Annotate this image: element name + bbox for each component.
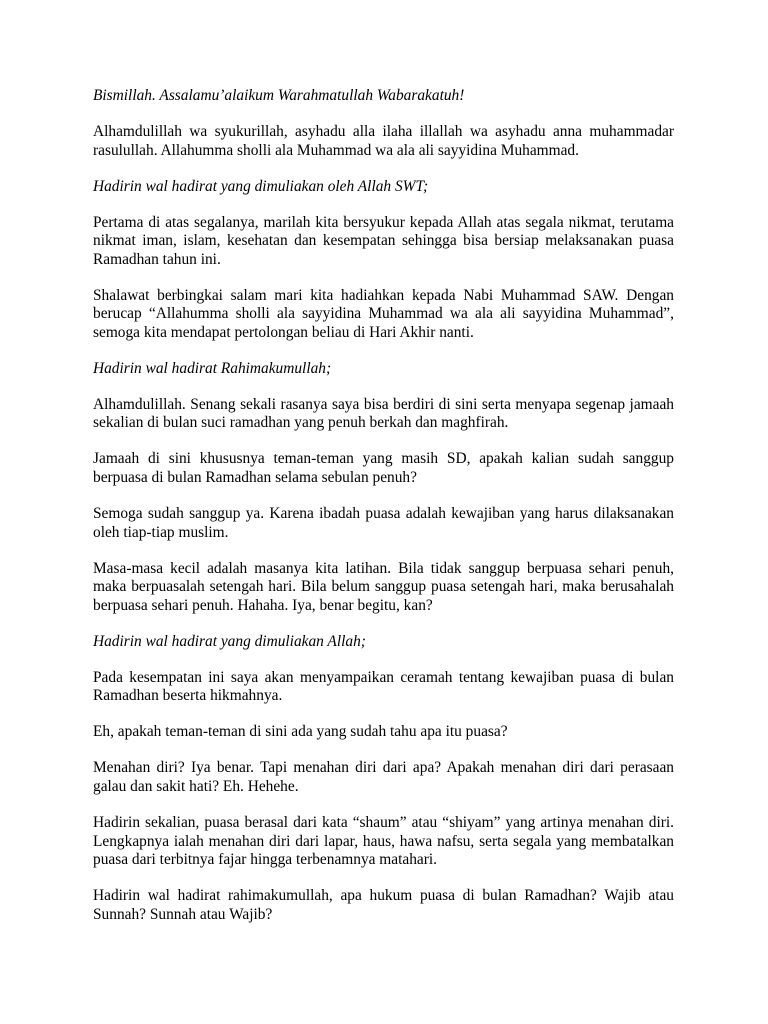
paragraph-restraint: Menahan diri? Iya benar. Tapi menahan diri dari apa? Apakah menahan diri dari perasaan galau dan sakit hati? Eh. Hehehe. — [93, 759, 674, 795]
paragraph-opening-greeting: Bismillah. Assalamu’alaikum Warahmatullah Wabarakatuh! — [93, 87, 465, 104]
paragraph-topic: Pada kesempatan ini saya akan menyampaikan ceramah tentang kewajiban puasa di bulan Ramadhan beserta hikmahnya. — [93, 668, 674, 705]
document-page — [93, 87, 674, 942]
paragraph-address-3: Hadirin wal hadirat yang dimuliakan Allah; — [93, 632, 366, 650]
paragraph-definition: Hadirin sekalian, puasa berasal dari kata “shaum” atau “shiyam” yang artinya menahan diri. Lengkapnya ialah menahan diri dari lapar, haus, hawa nafsu, serta segala yang membatalkan puasa dari terbitnya fajar hingga terbenamnya matahari. — [93, 813, 674, 869]
paragraph-welcome: Alhamdulillah. Senang sekali rasanya saya bisa berdiri di sini serta menyapa segenap jamaah sekalian di bulan suci ramadhan yang penuh berkah dan maghfirah. — [93, 395, 674, 432]
paragraph-ruling-question: Hadirin wal hadirat rahimakumullah, apa hukum puasa di bulan Ramadhan? Wajib atau Sunnah? Sunnah atau Wajib? — [93, 887, 674, 923]
paragraph-practice: Masa-masa kecil adalah masanya kita latihan. Bila tidak sanggup berpuasa sehari penuh, maka berpuasalah setengah hari. Bila belum sanggup puasa setengah hari, maka berusahalah berpuasa sehari penuh. Hahaha. Iya, benar begitu, kan? — [93, 559, 674, 614]
paragraph-hamdalah: Alhamdulillah wa syukurillah, asyhadu alla ilaha illallah wa asyhadu anna muhammadar rasulullah. Allahumma sholli ala Muhammad wa ala ali sayyidina Muhammad. — [93, 122, 674, 159]
paragraph-address-1: Hadirin wal hadirat yang dimuliakan oleh Allah SWT; — [93, 177, 429, 195]
paragraph-address-2: Hadirin wal hadirat Rahimakumullah; — [93, 359, 332, 377]
paragraph-shalawat: Shalawat berbingkai salam mari kita hadiahkan kepada Nabi Muhammad SAW. Dengan berucap “Allahumma sholli ala sayyidina Muhammad wa ala ali sayyidina Muhammad”, semoga kita mendapat pertolongan beliau di Hari Akhir nanti. — [93, 286, 674, 341]
paragraph-what-is-fasting: Eh, apakah teman-teman di sini ada yang sudah tahu apa itu puasa? — [93, 723, 508, 741]
paragraph-obligation: Semoga sudah sanggup ya. Karena ibadah puasa adalah kewajiban yang harus dilaksanakan oleh tiap-tiap muslim. — [93, 505, 674, 541]
paragraph-gratitude: Pertama di atas segalanya, marilah kita bersyukur kepada Allah atas segala nikmat, terutama nikmat iman, islam, kesehatan dan kesempatan sehingga bisa bersiap melaksanakan puasa Ramadhan tahun ini. — [93, 213, 674, 268]
paragraph-question-fasting: Jamaah di sini khususnya teman-teman yang masih SD, apakah kalian sudah sanggup berpuasa di bulan Ramadhan selama sebulan penuh? — [93, 450, 674, 487]
